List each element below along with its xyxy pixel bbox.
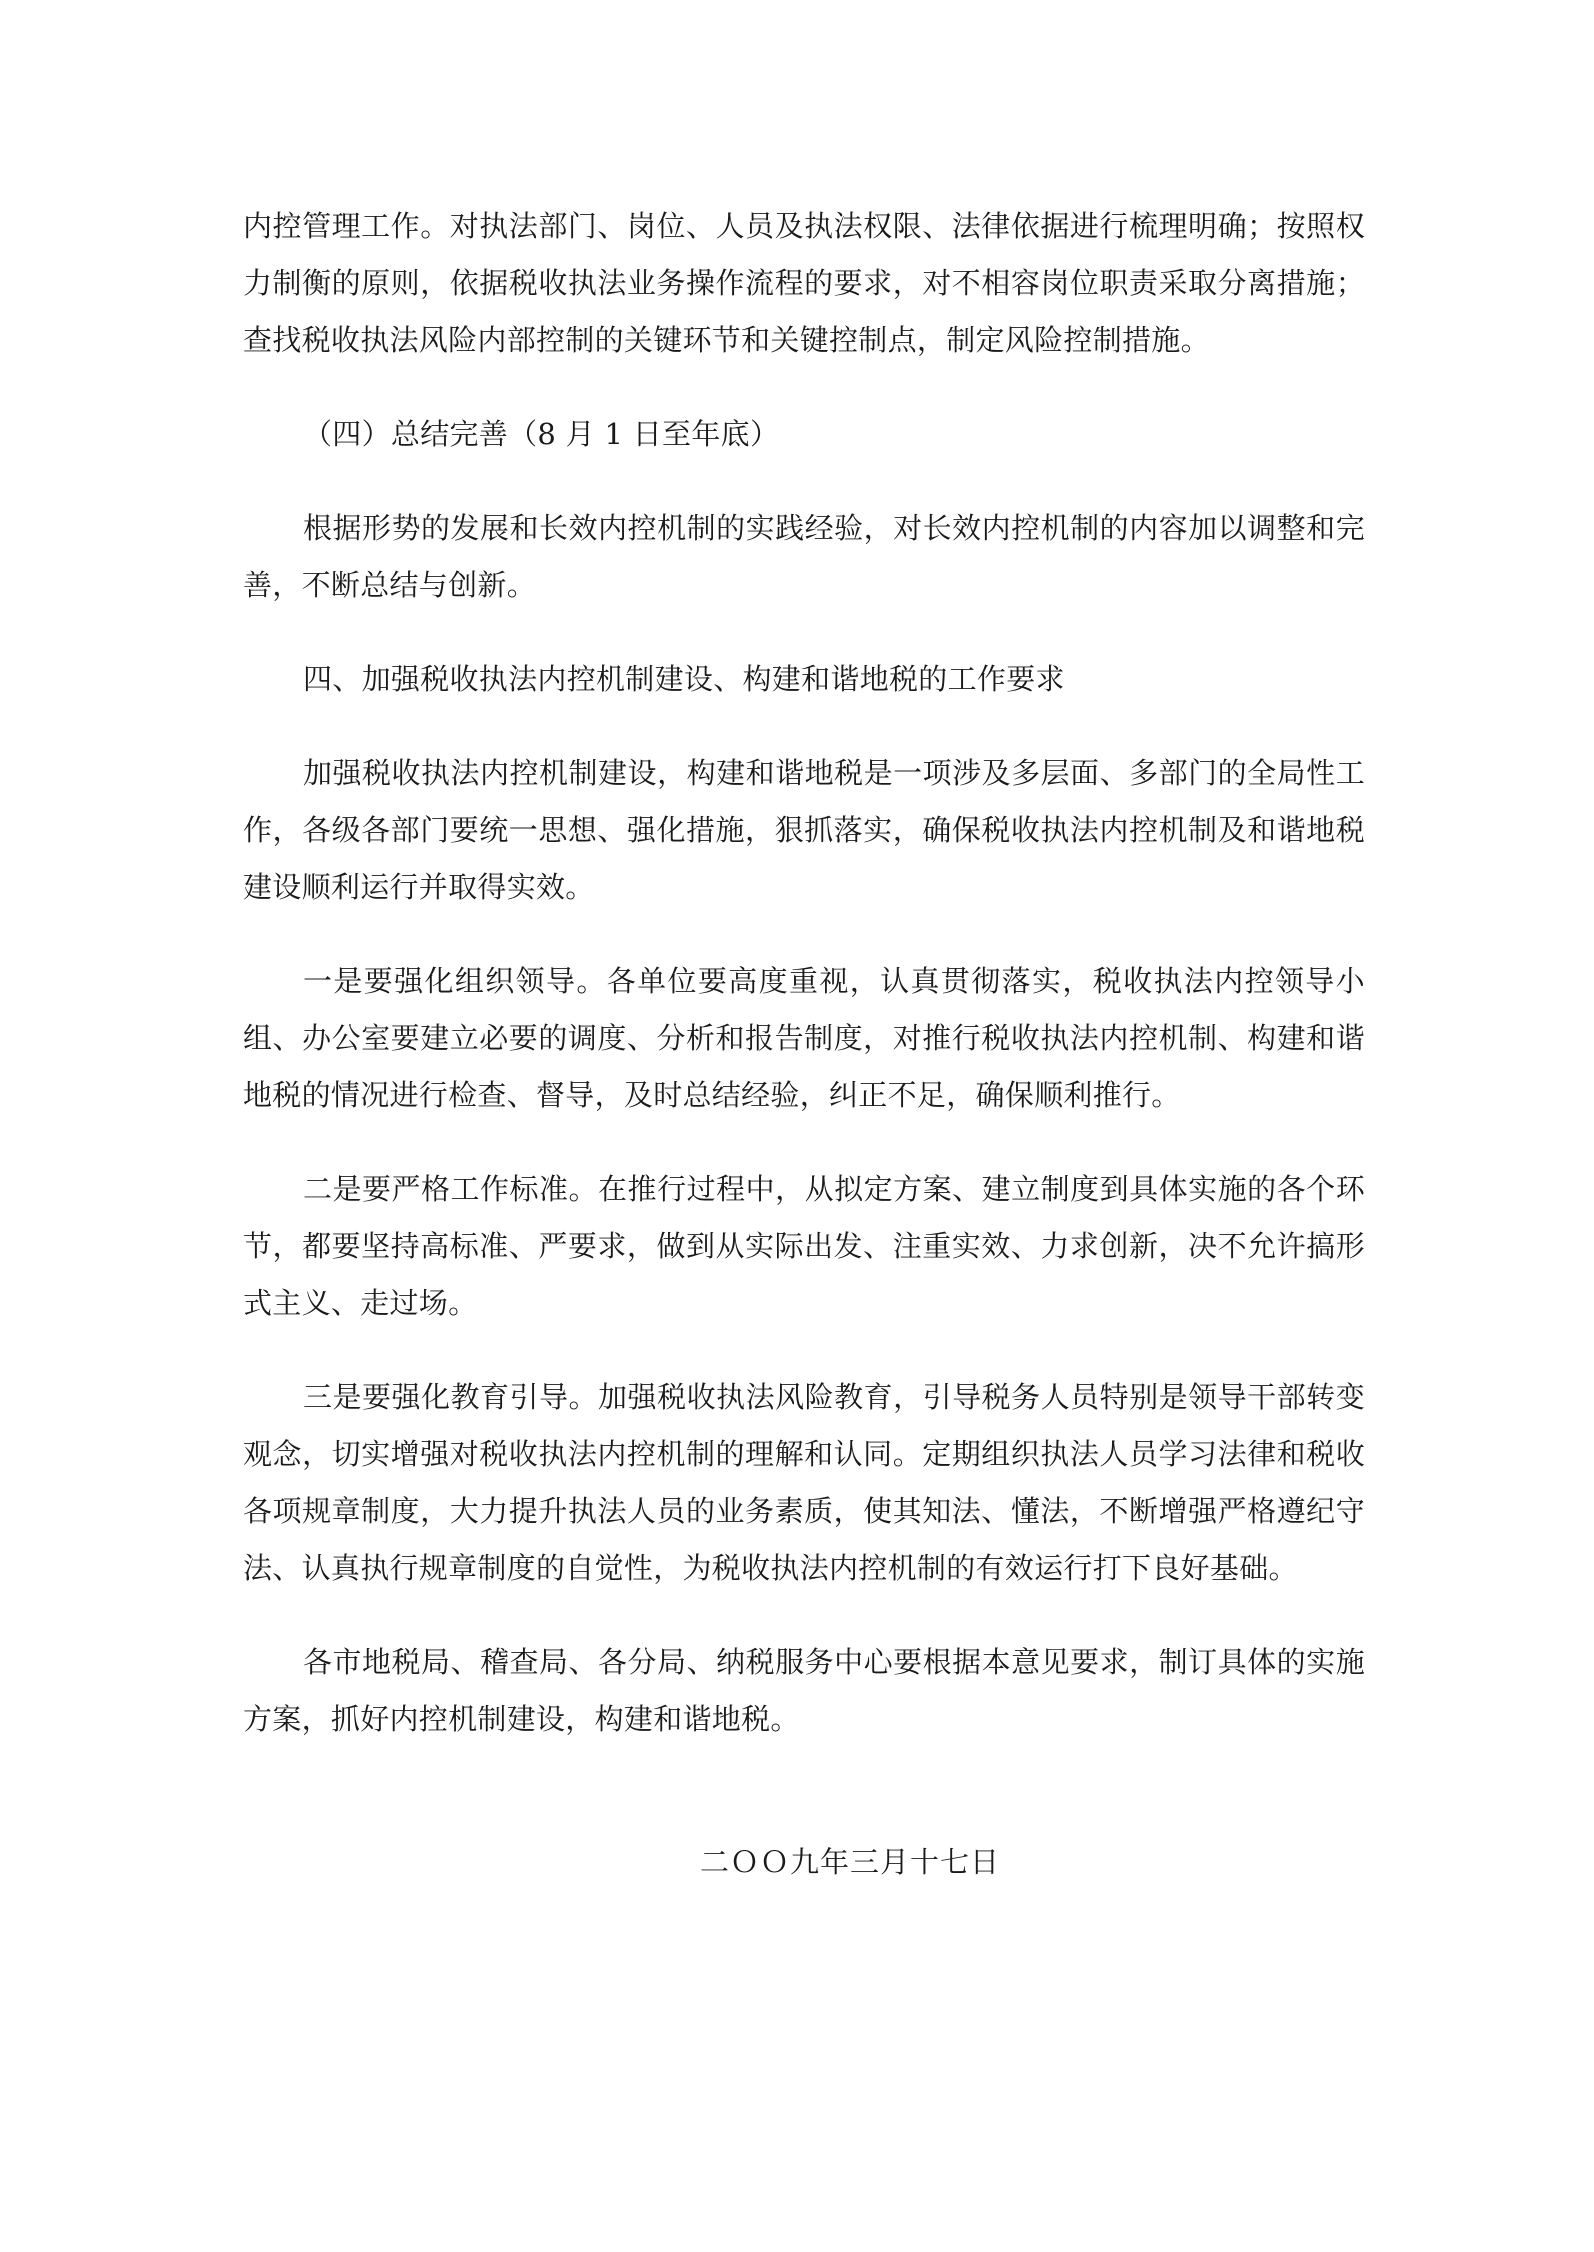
paragraph-requirement-2: 二是要严格工作标准。在推行过程中，从拟定方案、建立制度到具体实施的各个环节，都要坚持高标准、严要求，做到从实际出发、注重实效、力求创新，决不允许搞形式主义、走过场。 <box>243 1172 1365 1320</box>
paragraph-summary: 根据形势的发展和长效内控机制的实践经验，对长效内控机制的内容加以调整和完善，不断总结与创新。 <box>243 511 1365 602</box>
paragraph-continuation: 内控管理工作。对执法部门、岗位、人员及执法权限、法律依据进行梳理明确；按照权力制衡的原则，依据税收执法业务操作流程的要求，对不相容岗位职责采取分离措施；查找税收执法风险内部控制的关键环节和关键控制点，制定风险控制措施。 <box>243 209 1365 357</box>
paragraph-closing: 各市地税局、稽查局、各分局、纳税服务中心要根据本意见要求，制订具体的实施方案，抓好内控机制建设，构建和谐地税。 <box>243 1645 1365 1736</box>
section-heading-summary: （四）总结完善（8 月 1 日至年底） <box>303 417 780 451</box>
paragraph-requirement-1: 一是要强化组织领导。各单位要高度重视，认真贯彻落实，税收执法内控领导小组、办公室要建立必要的调度、分析和报告制度，对推行税收执法内控机制、构建和谐地税的情况进行检查、督导，及时总结经验，纠正不足，确保顺利推行。 <box>243 964 1365 1112</box>
section-heading-requirements: 四、加强税收执法内控机制建设、构建和谐地税的工作要求 <box>303 662 1065 696</box>
paragraph-requirement-3: 三是要强化教育引导。加强税收执法风险教育，引导税务人员特别是领导干部转变观念，切实增强对税收执法内控机制的理解和认同。定期组织执法人员学习法律和税收各项规章制度，大力提升执法人员的业务素质，使其知法、懂法，不断增强严格遵纪守法、认真执行规章制度的自觉性，为税收执法内控机制的有效运行打下良好基础。 <box>243 1380 1365 1585</box>
document-date: 二ＯＯ九年三月十七日 <box>700 1845 1001 1879</box>
document-body <box>243 198 1365 1748</box>
paragraph-requirements-intro: 加强税收执法内控机制建设，构建和谐地税是一项涉及多层面、多部门的全局性工作，各级各部门要统一思想、强化措施，狠抓落实，确保税收执法内控机制及和谐地税建设顺利运行并取得实效。 <box>243 756 1365 904</box>
